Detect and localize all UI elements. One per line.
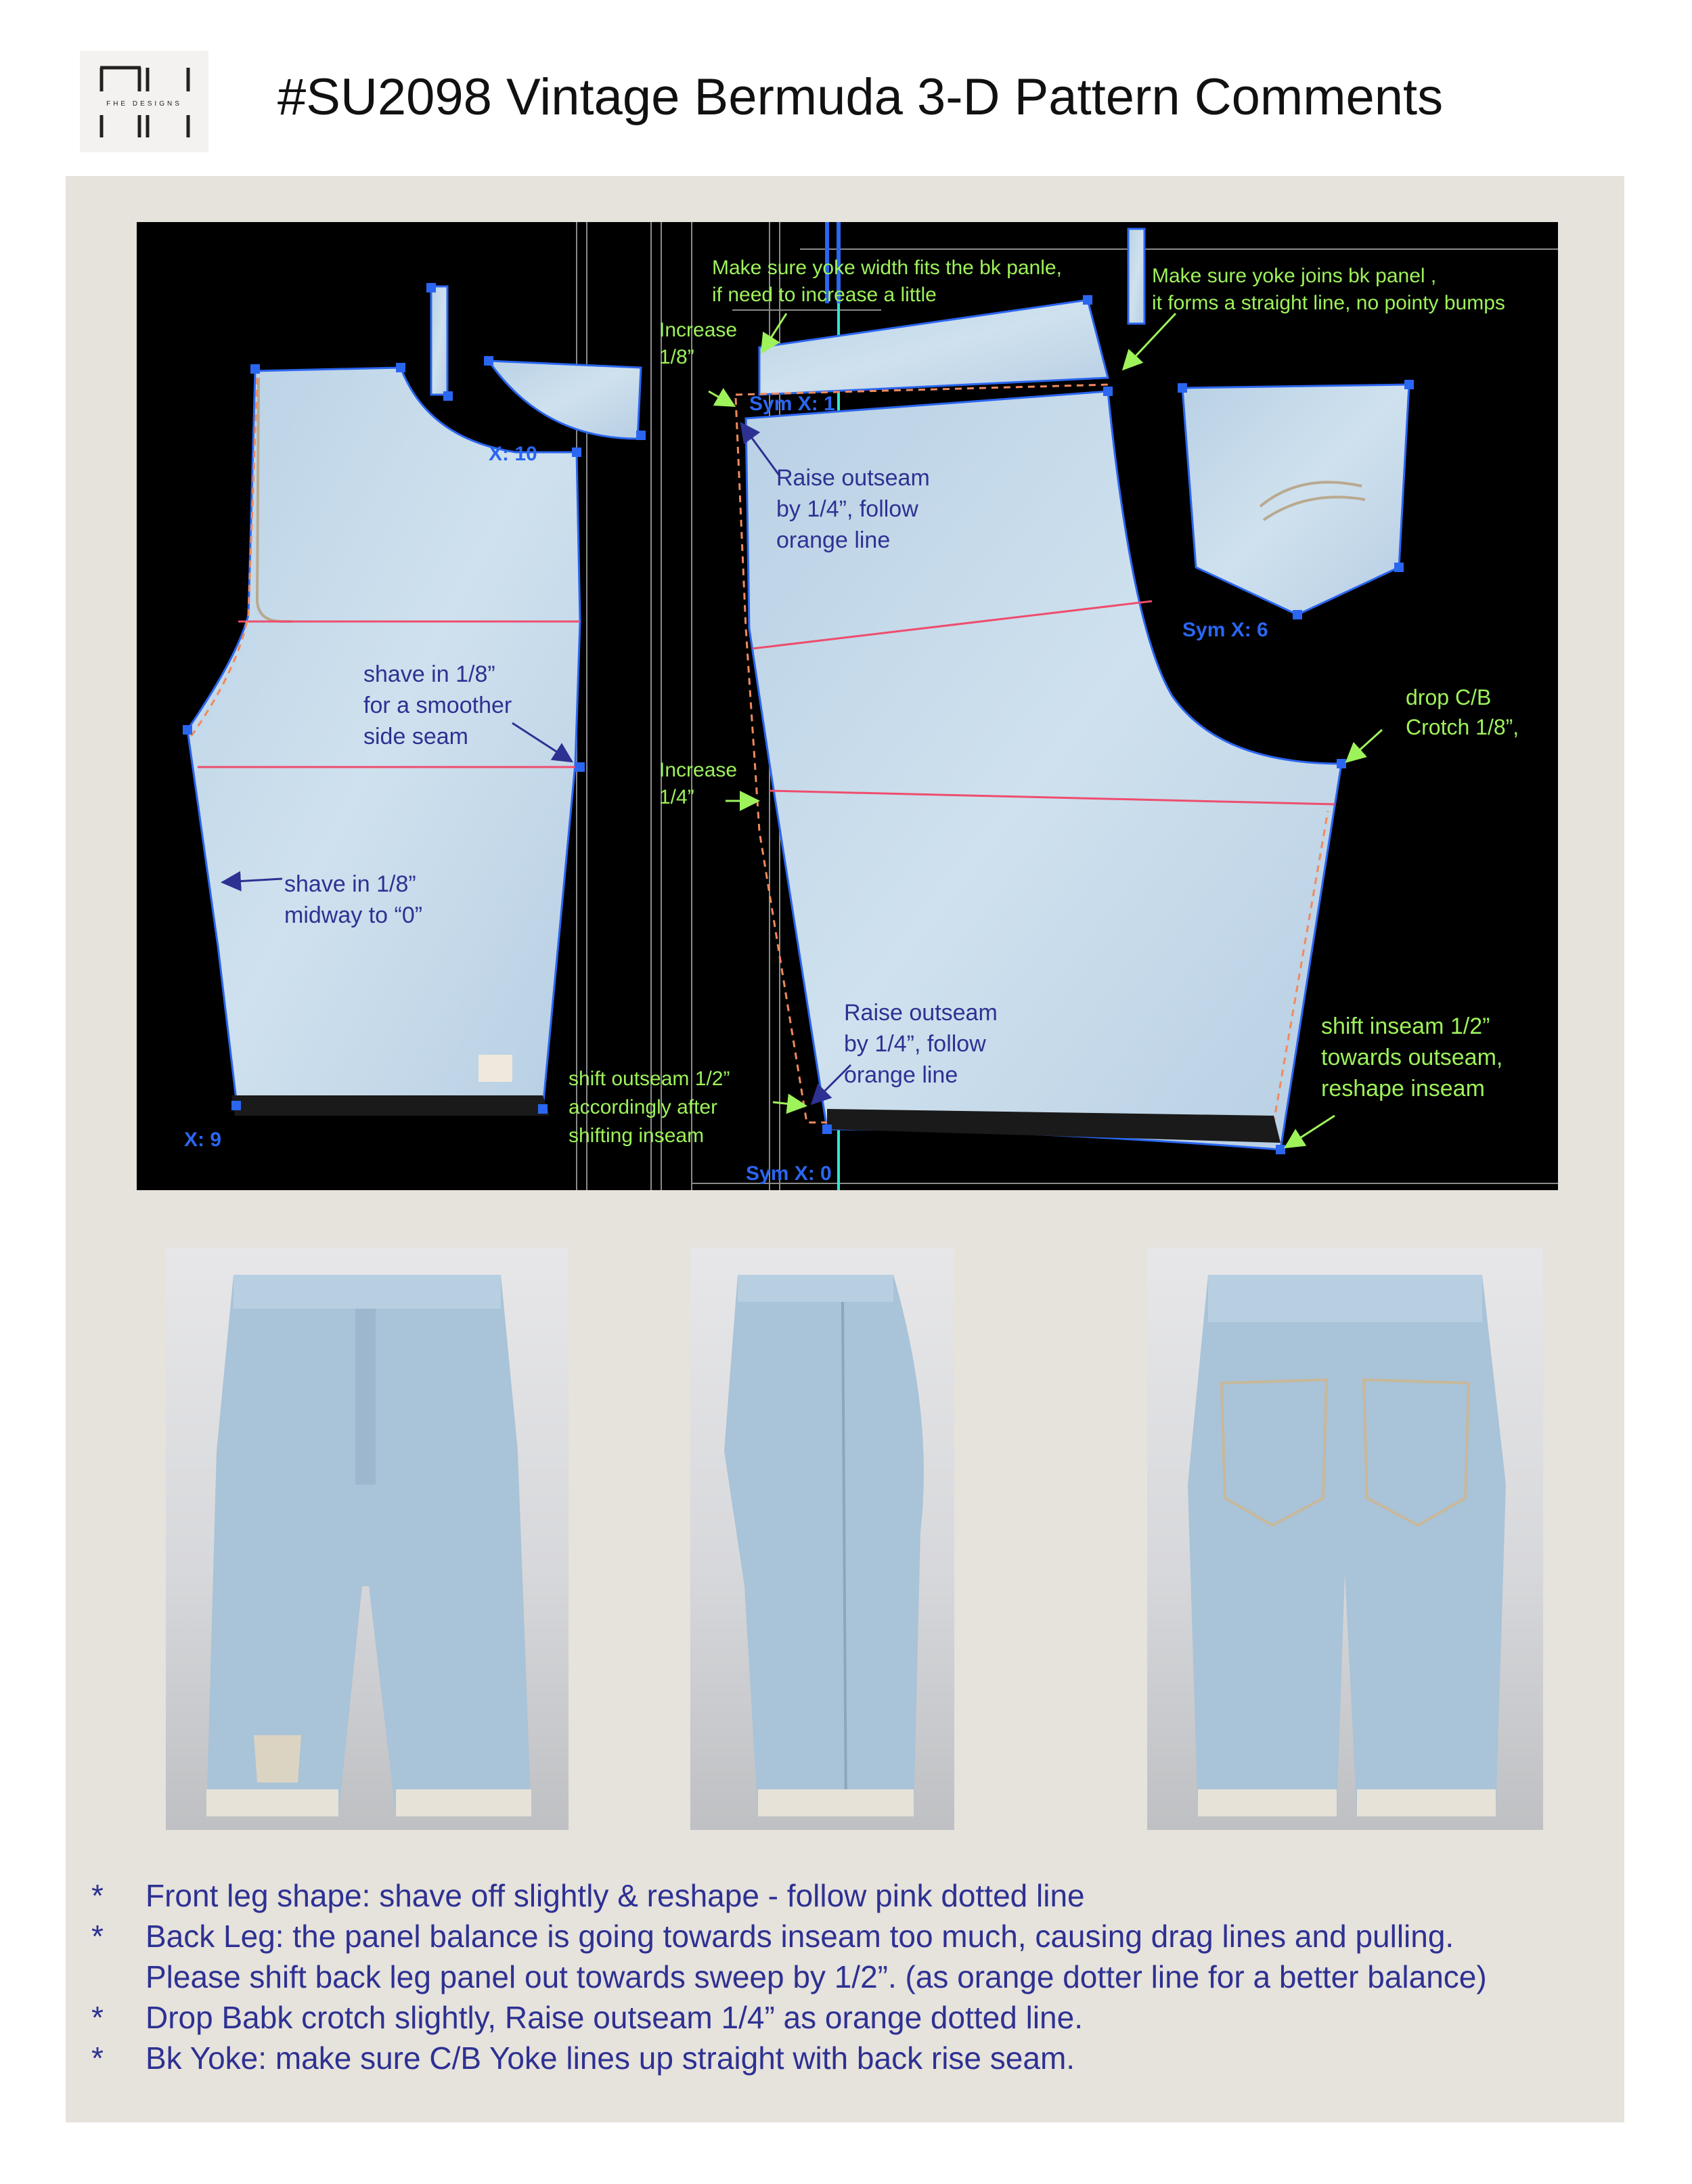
increase-quarter-note: Increase 1/4” [659, 759, 738, 808]
increase-eighth-note: Increase 1/8” [659, 319, 738, 368]
page-title: #SU2098 Vintage Bermuda 3-D Pattern Comments [277, 68, 1444, 126]
list-item: Please shift back leg panel out towards sweep by 1/2”. (as orange dotter line for a better balance) [146, 1959, 1487, 1994]
shift-inseam-note: shift inseam 1/2” towards outseam, reshape inseam [1321, 1013, 1503, 1101]
list-item: * Back Leg: the panel balance is going towards inseam too much, causing drag lines and pulling. [91, 1919, 1454, 1954]
back-waistband-piece [1128, 229, 1144, 324]
render-back-view [1147, 1248, 1543, 1830]
list-item: * Drop Babk crotch slightly, Raise outseam 1/4” as orange dotted line. [91, 2000, 1083, 2035]
render-front-view [166, 1248, 569, 1830]
yoke-width-note: Make sure yoke width fits the bk panle, if need to increase a little [712, 257, 1062, 306]
raise-outseam-top-note: Raise outseam by 1/4”, follow orange line [776, 465, 930, 553]
back-pocket-piece [1182, 385, 1409, 615]
front-bottom-x-label: X: 9 [184, 1129, 222, 1151]
drop-cb-note: drop C/B Crotch 1/8”, [1406, 685, 1519, 739]
comment-list [91, 1875, 1607, 2078]
shift-outseam-note: shift outseam 1/2” accordingly after shifting inseam [569, 1068, 730, 1147]
render-side-view [690, 1248, 954, 1830]
back-sym-top-label: Sym X: 1 [749, 393, 835, 415]
back-yoke-piece [759, 300, 1108, 395]
pattern-diagram [137, 222, 1558, 1190]
raise-outseam-bottom-note: Raise outseam by 1/4”, follow orange line [844, 1000, 998, 1088]
front-pocket-facing-piece [489, 361, 641, 439]
front-x-label: X: 10 [489, 443, 537, 465]
logo-text: FHE DESIGNS [106, 100, 182, 108]
back-sym-bottom-label: Sym X: 0 [746, 1162, 832, 1185]
list-item: * Bk Yoke: make sure C/B Yoke lines up straight with back rise seam. [91, 2040, 1075, 2076]
shave-midway-note: shave in 1/8” midway to “0” [284, 871, 423, 928]
front-waistband-piece [431, 286, 447, 395]
list-item: * Front leg shape: shave off slightly & reshape - follow pink dotted line [91, 1878, 1085, 1913]
shave-side-seam-note: shave in 1/8” for a smoother side seam [363, 661, 512, 749]
pocket-sym-label: Sym X: 6 [1182, 619, 1268, 641]
yoke-join-note: Make sure yoke joins bk panel , it forms a straight line, no pointy bumps [1152, 265, 1505, 314]
